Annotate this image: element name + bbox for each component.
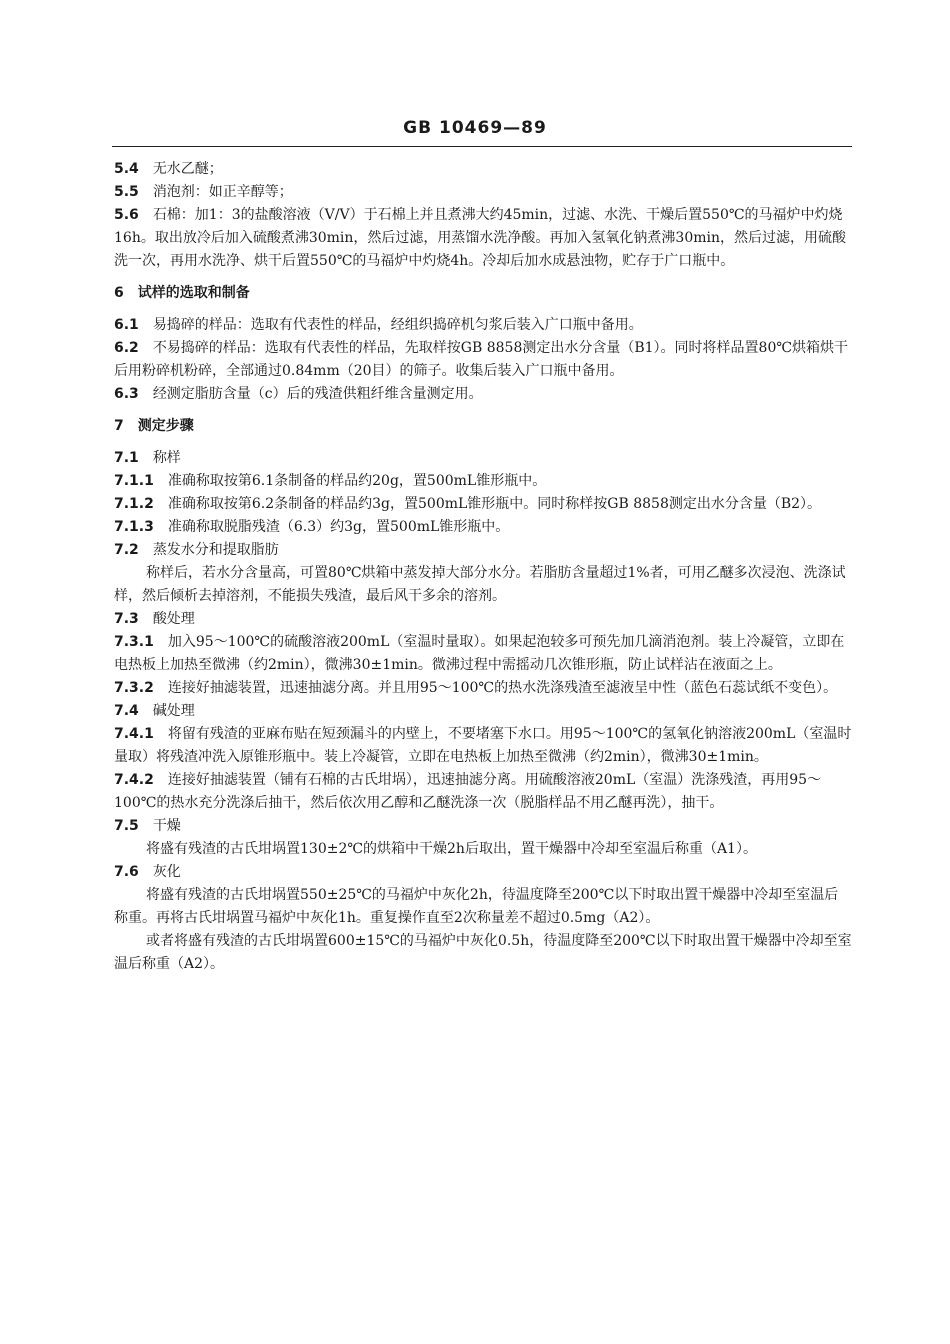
clause-number: 7.2 — [114, 542, 139, 558]
clause-number: 5.5 — [114, 184, 139, 200]
paragraph — [114, 181, 852, 204]
clause-text: 石棉：加1：3的盐酸溶液（V/V）于石棉上并且煮沸大约45min，过滤、水洗、干燥后置550℃的马福炉中灼烧16h。取出放冷后加入硫酸煮沸30min，然后过滤，用蒸馏水洗净酸。再加入氢氧化钠煮沸30min，然后过滤，用硫酸洗一次，再用水洗净、烘干后置550℃的马福炉中灼烧4h。冷却后加水成悬浊物，贮存于广口瓶中。 — [114, 207, 846, 269]
clause-text: 经测定脂肪含量（c）后的残渣供粗纤维含量测定用。 — [152, 386, 483, 402]
clause-number: 7.1 — [114, 450, 139, 466]
clause-text: 将留有残渣的亚麻布贴在短颈漏斗的内壁上，不要堵塞下水口。用95～100℃的氢氧化钠溶液200mL（室温时量取）将残渣冲洗入原锥形瓶中。装上冷凝管，立即在电热板上加热至微沸（约2min），微沸30±1min。 — [114, 726, 852, 765]
paragraph — [114, 884, 852, 930]
clause-number: 7.6 — [114, 864, 139, 880]
clause-number: 6.3 — [114, 386, 139, 402]
paragraph — [114, 723, 852, 769]
clause-text: 不易捣碎的样品：选取有代表性的样品，先取样按GB 8858测定出水分含量（B1）。同时将样品置80℃烘箱烘干后用粉碎机粉碎，全部通过0.84mm（20目）的筛子。收集后装入广口瓶中备用。 — [114, 340, 849, 379]
paragraph — [114, 516, 852, 539]
clause-number: 7.1.3 — [114, 519, 154, 535]
standard-number-header: GB 10469—89 — [403, 118, 547, 138]
paragraph — [114, 337, 852, 383]
header-divider — [112, 146, 852, 147]
clause-text: 酸处理 — [152, 611, 195, 627]
clause-text: 或者将盛有残渣的古氏坩埚置600±15℃的马福炉中灰化0.5h，待温度降至200℃以下时取出置干燥器中冷却至室温后称重（A2）。 — [114, 933, 852, 972]
clause-number: 5.4 — [114, 161, 139, 177]
paragraph — [114, 631, 852, 677]
clause-text: 称样后，若水分含量高，可置80℃烘箱中蒸发掉大部分水分。若脂肪含量超过1%者，可用乙醚多次浸泡、洗涤试样，然后倾析去掉溶剂，不能损失残渣，最后风干多余的溶剂。 — [114, 565, 846, 604]
clause-number: 6.2 — [114, 340, 139, 356]
clause-text: 准确称取脱脂残渣（6.3）约3g，置500mL锥形瓶中。 — [167, 519, 510, 535]
clause-text: 将盛有残渣的古氏坩埚置130±2℃的烘箱中干燥2h后取出，置干燥器中冷却至室温后称重（A1）。 — [146, 841, 757, 857]
paragraph — [114, 539, 852, 562]
clause-text: 试样的选取和制备 — [137, 285, 250, 301]
paragraph — [114, 470, 852, 493]
clause-text: 消泡剂：如正辛醇等； — [152, 184, 293, 200]
clause-number: 5.6 — [114, 207, 139, 223]
paragraph — [114, 562, 852, 608]
paragraph — [114, 838, 852, 861]
clause-text: 易捣碎的样品：选取有代表性的样品，经组织捣碎机匀浆后装入广口瓶中备用。 — [152, 317, 643, 333]
paragraph — [114, 608, 852, 631]
clause-number: 7.1.1 — [114, 473, 154, 489]
paragraph — [114, 700, 852, 723]
document-body — [114, 158, 852, 976]
clause-number: 7 — [114, 418, 124, 434]
paragraph — [114, 930, 852, 976]
clause-text: 连接好抽滤装置，迅速抽滤分离。并且用95～100℃的热水洗涤残渣至滤液呈中性（蓝色石蕊试纸不变色）。 — [167, 680, 838, 696]
paragraph — [114, 493, 852, 516]
clause-number: 7.3.2 — [114, 680, 154, 696]
clause-text: 蒸发水分和提取脂肪 — [152, 542, 279, 558]
clause-number: 6.1 — [114, 317, 139, 333]
clause-text: 称样 — [152, 450, 181, 466]
clause-text: 测定步骤 — [137, 418, 194, 434]
clause-text: 干燥 — [152, 818, 181, 834]
clause-number: 7.4 — [114, 703, 139, 719]
section-heading — [114, 282, 852, 305]
clause-text: 灰化 — [152, 864, 181, 880]
clause-number: 7.5 — [114, 818, 139, 834]
clause-text: 将盛有残渣的古氏坩埚置550±25℃的马福炉中灰化2h，待温度降至200℃以下时取出置干燥器中冷却至室温后称重。再将古氏坩埚置马福炉中灰化1h。重复操作直至2次称量差不超过0.5mg（A2）。 — [114, 887, 839, 926]
clause-number: 7.1.2 — [114, 496, 154, 512]
clause-text: 无水乙醚； — [152, 161, 223, 177]
paragraph — [114, 677, 852, 700]
clause-number: 6 — [114, 285, 124, 301]
clause-number: 7.3.1 — [114, 634, 154, 650]
paragraph — [114, 861, 852, 884]
paragraph — [114, 769, 852, 815]
clause-text: 准确称取按第6.1条制备的样品约20g，置500mL锥形瓶中。 — [167, 473, 547, 489]
paragraph — [114, 815, 852, 838]
paragraph — [114, 204, 852, 273]
clause-number: 7.4.1 — [114, 726, 154, 742]
clause-text: 连接好抽滤装置（铺有石棉的古氏坩埚），迅速抽滤分离。用硫酸溶液20mL（室温）洗涤残渣，再用95～100℃的热水充分洗涤后抽干，然后依次用乙醇和乙醚洗涤一次（脱脂样品不用乙醚再洗），抽干。 — [114, 772, 822, 811]
section-heading — [114, 415, 852, 438]
clause-text: 准确称取按第6.2条制备的样品约3g，置500mL锥形瓶中。同时称样按GB 8858测定出水分含量（B2）。 — [167, 496, 822, 512]
paragraph — [114, 158, 852, 181]
paragraph — [114, 383, 852, 406]
clause-text: 碱处理 — [152, 703, 195, 719]
clause-number: 7.4.2 — [114, 772, 154, 788]
clause-number: 7.3 — [114, 611, 139, 627]
clause-text: 加入95～100℃的硫酸溶液200mL（室温时量取）。如果起泡较多可预先加几滴消泡剂。装上冷凝管，立即在电热板上加热至微沸（约2min），微沸30±1min。微沸过程中需摇动几次锥形瓶，防止试样沾在液面之上。 — [114, 634, 845, 673]
paragraph — [114, 314, 852, 337]
paragraph — [114, 447, 852, 470]
